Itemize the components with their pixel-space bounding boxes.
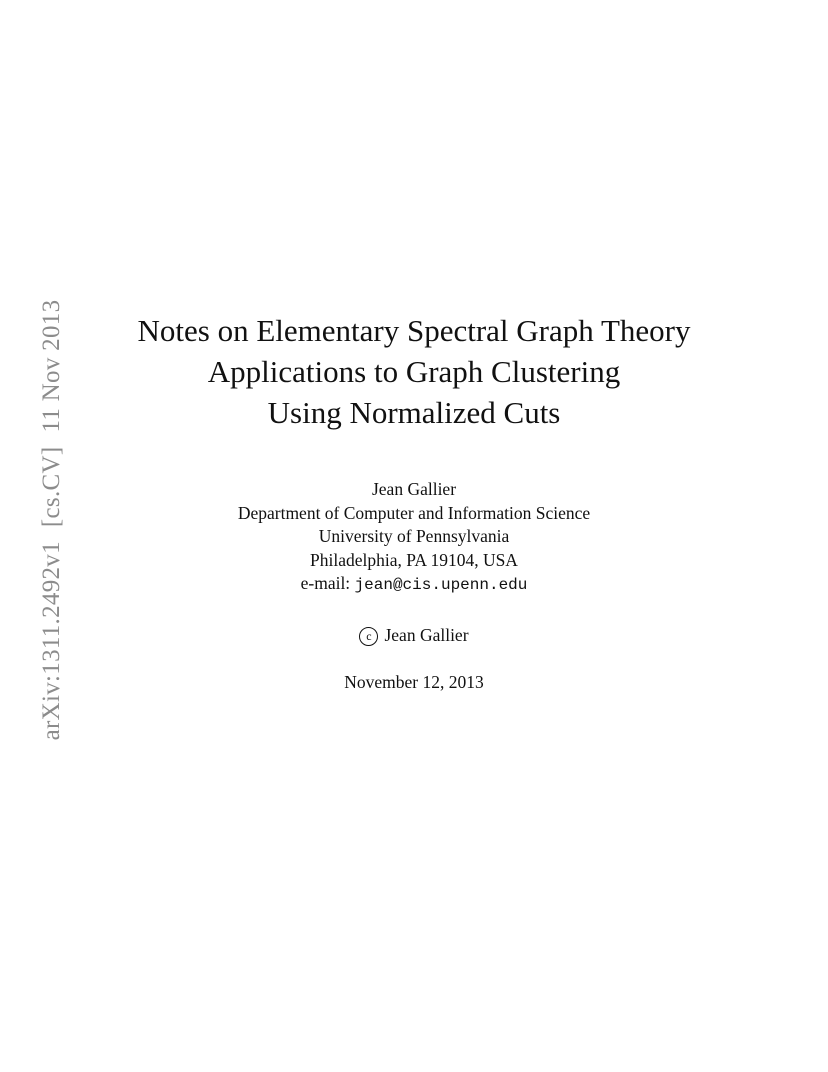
author-university: University of Pennsylvania xyxy=(318,526,510,546)
title-line-3: Using Normalized Cuts xyxy=(267,395,561,430)
author-email-line xyxy=(0,572,828,598)
author-name: Jean Gallier xyxy=(371,479,457,499)
title-line-2: Applications to Graph Clustering xyxy=(207,354,621,389)
paper-title xyxy=(0,310,828,433)
arxiv-category: [cs.CV] xyxy=(38,446,65,528)
author-address: Philadelphia, PA 19104, USA xyxy=(310,549,518,570)
arxiv-date: 11 Nov 2013 xyxy=(38,299,65,433)
copyright-line xyxy=(0,623,828,647)
arxiv-id: arXiv:1311.2492v1 xyxy=(38,541,65,741)
email-label: e-mail: xyxy=(300,573,351,593)
title-line-1: Notes on Elementary Spectral Graph Theory xyxy=(137,313,691,348)
author-department: Department of Computer and Information Science xyxy=(237,502,591,523)
copyright-holder: Jean Gallier xyxy=(384,625,469,645)
email-address[interactable]: jean@cis.upenn.edu xyxy=(354,576,528,594)
copyright-icon: c xyxy=(359,627,378,646)
author-block xyxy=(0,478,828,598)
publication-date: November 12, 2013 xyxy=(344,672,484,692)
